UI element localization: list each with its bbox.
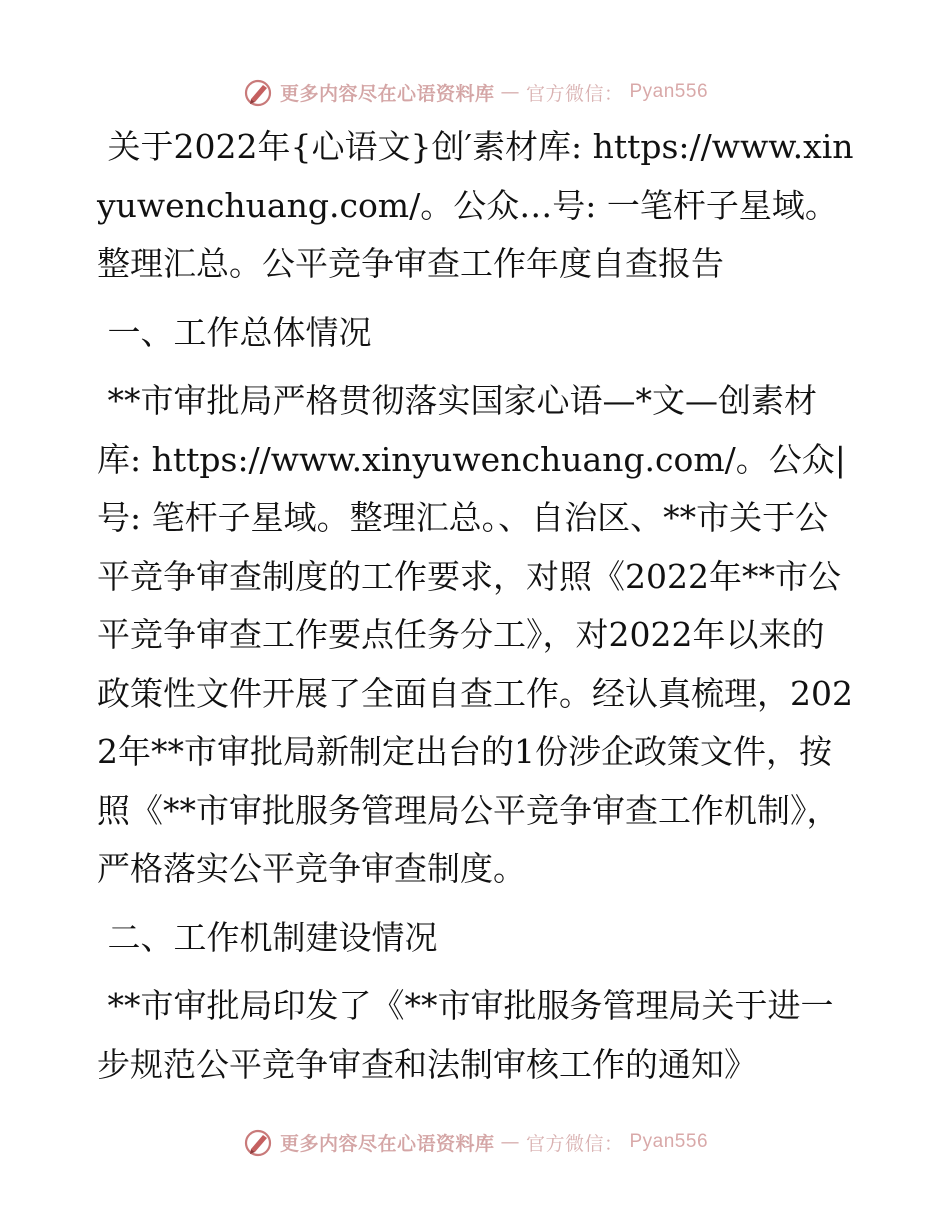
watermark-main-text: 更多内容尽在心语资料库 bbox=[279, 1132, 495, 1155]
watermark-wechat-id: Pyan556 bbox=[629, 81, 709, 102]
pen-logo-icon bbox=[242, 76, 274, 108]
pen-logo-icon bbox=[242, 1126, 274, 1158]
document-body bbox=[97, 118, 857, 1094]
section-1-heading: 一、工作总体情况 bbox=[97, 312, 372, 352]
section-1-body: **市审批局严格贯彻落实国家心语—*文—创素材库: https://www.xinyuwenchuang.com/。公众|号: 笔杆子星域。整理汇总。、自治区、**市关于公平竞争审查制度的工作要求，对照《2022年**市公平竞争审查工作要点任务分工》，对2022年以来的政策性文件开展了全面自查工作。经认真梳理，2022年**市审批局新制定出台的1份涉企政策文件，按照《**市审批服务管理局公平竞争审查工作机制》，严格落实公平竞争审查制度。 bbox=[97, 381, 853, 888]
header-watermark bbox=[0, 72, 950, 112]
intro-paragraph: 关于2022年{心语文}创′素材库: https://www.xinyuwenchuang.com/。公众…号: 一笔杆子星域。整理汇总。公平竞争审查工作年度自查报告 bbox=[97, 127, 854, 283]
footer-watermark bbox=[0, 1122, 950, 1162]
section-2-heading: 二、工作机制建设情况 bbox=[97, 917, 438, 957]
watermark-main-text: 更多内容尽在心语资料库 bbox=[279, 82, 495, 105]
watermark-dash: — bbox=[500, 81, 520, 103]
watermark-wechat-id: Pyan556 bbox=[629, 1131, 709, 1152]
watermark-dash: — bbox=[500, 1131, 520, 1153]
section-2-body: **市审批局印发了《**市审批服务管理局关于进一步规范公平竞争审查和法制审核工作的通知》 bbox=[97, 986, 834, 1084]
watermark-official-label: 官方微信： bbox=[525, 82, 624, 105]
watermark-official-label: 官方微信： bbox=[525, 1132, 624, 1155]
